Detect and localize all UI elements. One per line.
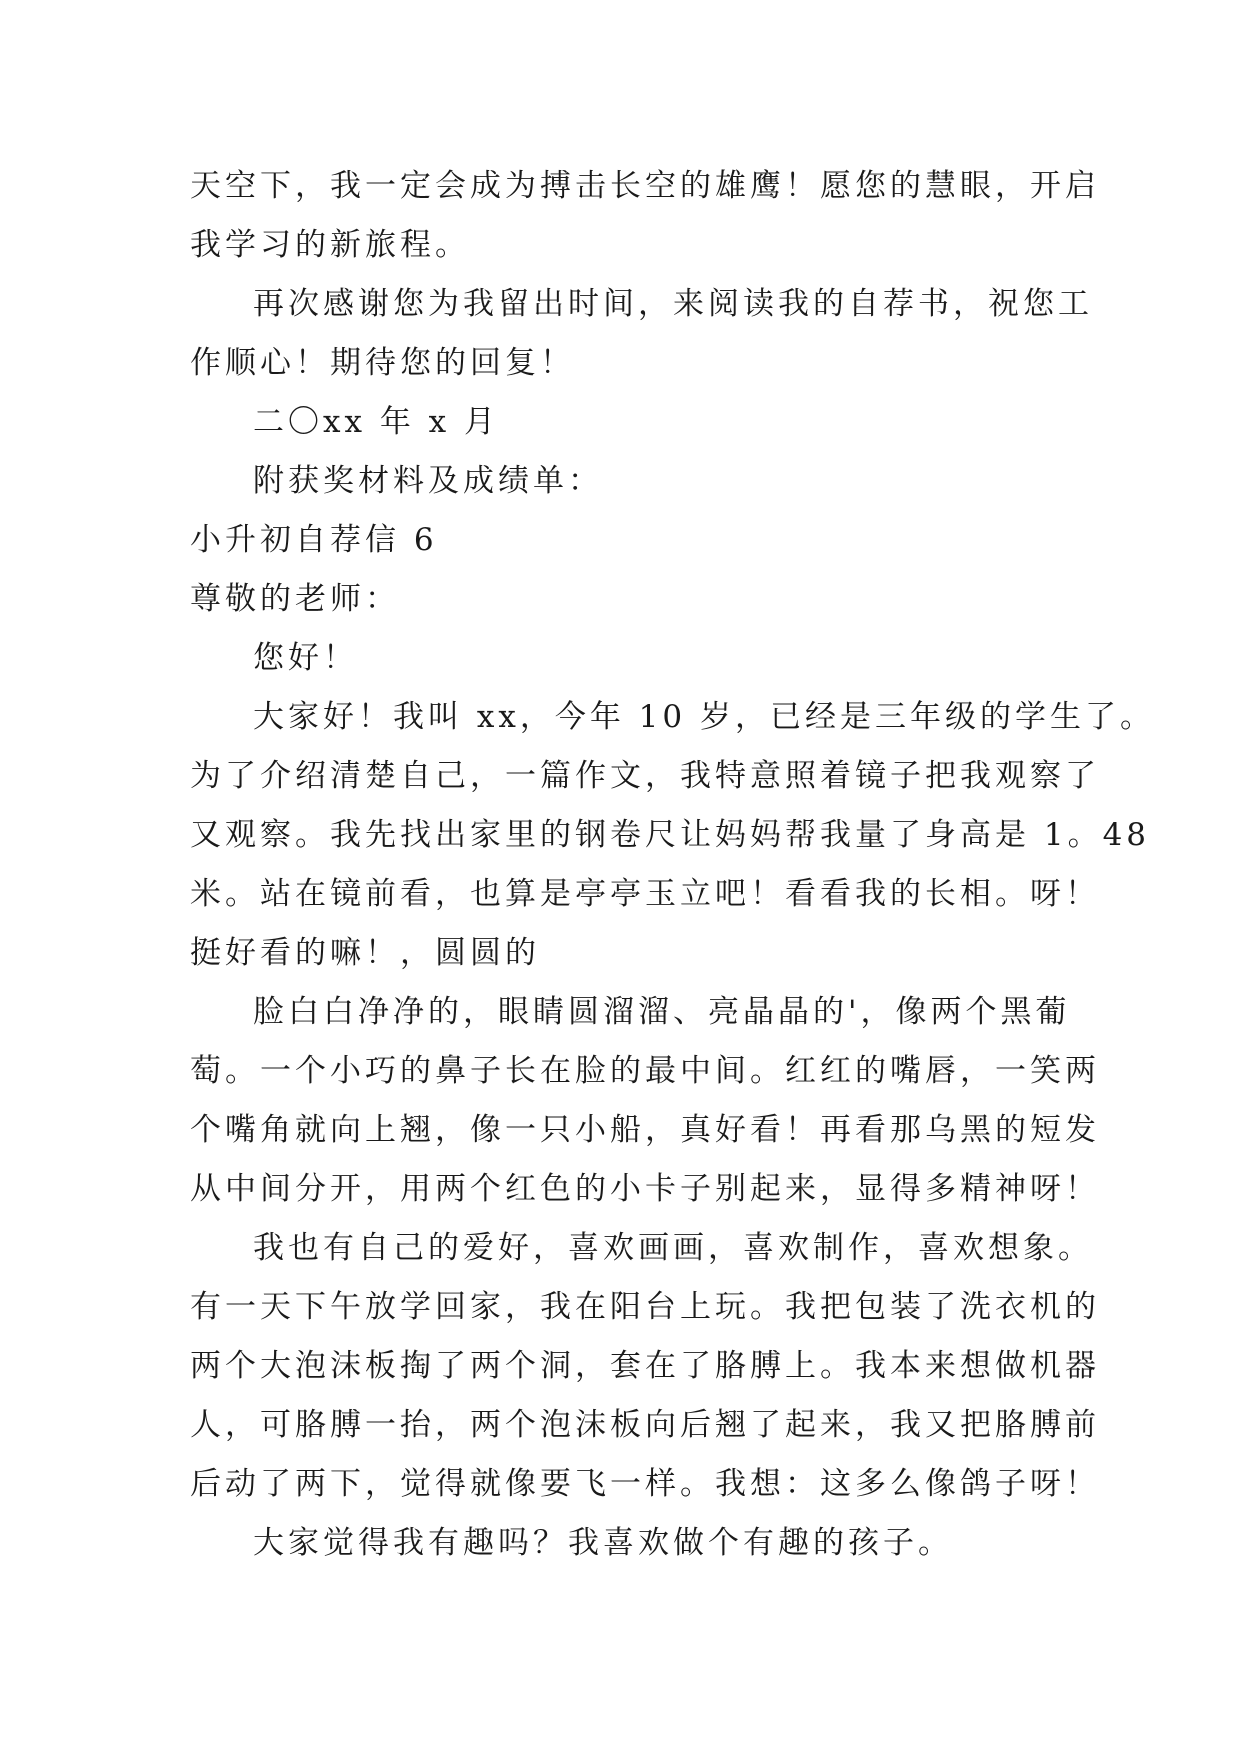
text-line: 大家好！我叫 xx，今年 10 岁，已经是三年级的学生了。: [253, 699, 1155, 735]
text-line: 天空下，我一定会成为搏击长空的雄鹰！愿您的慧眼，开启: [190, 168, 1100, 204]
text-line: 我也有自己的爱好，喜欢画画，喜欢制作，喜欢想象。: [253, 1230, 1093, 1266]
text-line: 挺好看的嘛！，圆圆的: [190, 935, 540, 971]
text-line: 为了介绍清楚自己，一篇作文，我特意照着镜子把我观察了: [190, 758, 1100, 794]
text-line: 米。站在镜前看，也算是亭亭玉立吧！看看我的长相。呀！: [190, 876, 1100, 912]
date-line: 二〇xx 年 x 月: [253, 404, 500, 440]
salutation: 尊敬的老师：: [190, 581, 400, 617]
section-title: 小升初自荐信 6: [190, 522, 438, 558]
text-line: 人，可胳膊一抬，两个泡沫板向后翘了起来，我又把胳膊前: [190, 1407, 1100, 1443]
attachment-note: 附获奖材料及成绩单：: [253, 463, 603, 499]
text-line: 大家觉得我有趣吗？我喜欢做个有趣的孩子。: [253, 1525, 953, 1561]
text-line: 我学习的新旅程。: [190, 227, 470, 263]
text-line: 再次感谢您为我留出时间，来阅读我的自荐书，祝您工: [253, 286, 1093, 322]
text-line: 个嘴角就向上翘，像一只小船，真好看！再看那乌黑的短发: [190, 1112, 1100, 1148]
text-line: 两个大泡沫板掏了两个洞，套在了胳膊上。我本来想做机器: [190, 1348, 1100, 1384]
text-line: 萄。一个小巧的鼻子长在脸的最中间。红红的嘴唇，一笑两: [190, 1053, 1100, 1089]
greeting: 您好！: [253, 640, 358, 676]
text-line: 作顺心！期待您的回复！: [190, 345, 575, 381]
text-line: 脸白白净净的，眼睛圆溜溜、亮晶晶的'，像两个黑葡: [253, 994, 1071, 1030]
text-line: 又观察。我先找出家里的钢卷尺让妈妈帮我量了身高是 1。48: [190, 817, 1151, 853]
text-line: 后动了两下，觉得就像要飞一样。我想：这多么像鸽子呀！: [190, 1466, 1100, 1502]
text-line: 有一天下午放学回家，我在阳台上玩。我把包装了洗衣机的: [190, 1289, 1100, 1325]
text-line: 从中间分开，用两个红色的小卡子别起来，显得多精神呀！: [190, 1171, 1100, 1207]
